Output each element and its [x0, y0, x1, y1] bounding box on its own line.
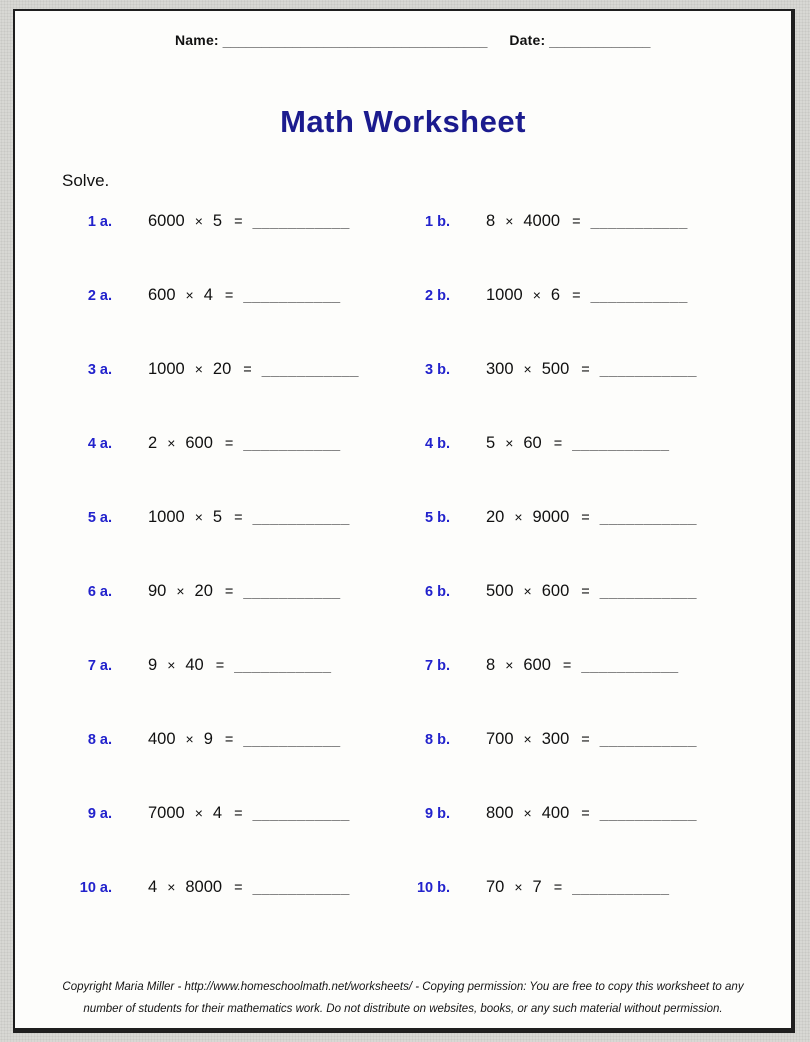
factor-1: 600: [148, 286, 176, 304]
instruction-text: Solve.: [62, 171, 110, 190]
problem-number: 3 b.: [425, 362, 450, 378]
factor-1: 700: [486, 730, 514, 748]
answer-blank: ___________: [252, 509, 350, 526]
factor-2: 9000: [532, 508, 570, 526]
answer-blank: ___________: [234, 657, 332, 674]
equals-sign: =: [234, 880, 243, 896]
problem-expression: [148, 286, 341, 305]
problem-5b: [393, 508, 697, 527]
multiplication-sign: ×: [185, 287, 194, 303]
problem-9b: [393, 804, 697, 823]
problem-expression: [148, 878, 350, 897]
multiplication-sign: ×: [505, 435, 514, 451]
problem-number: 1 b.: [425, 214, 450, 230]
factor-2: 4: [203, 286, 213, 304]
equals-sign: =: [581, 510, 590, 526]
factor-2: 600: [185, 434, 213, 452]
problem-number: 8 b.: [425, 732, 450, 748]
factor-1: 6000: [148, 212, 185, 230]
problem-expression: [148, 360, 359, 379]
factor-1: 400: [148, 730, 176, 748]
factor-2: 500: [541, 360, 570, 378]
footer-line-1: Copyright Maria Miller - http://www.homeschoolmath.net/worksheets/ - Copying permission: You are free to copy this worksheet to any: [62, 981, 744, 993]
problem-number: 3 a.: [87, 362, 112, 378]
problem-7b: [393, 656, 679, 675]
problem-number: 6 b.: [425, 584, 450, 600]
answer-blank: ___________: [252, 805, 350, 822]
equals-sign: =: [224, 732, 234, 748]
date-label: Date:: [509, 32, 546, 48]
problem-number: 4 b.: [425, 436, 450, 452]
problem-row: [15, 286, 791, 360]
factor-2: 40: [185, 656, 204, 674]
problem-expression: [486, 212, 688, 231]
equals-sign: =: [581, 584, 590, 600]
factor-1: 500: [486, 582, 514, 600]
problem-3b: [393, 360, 697, 379]
factor-1: 20: [486, 508, 505, 526]
problem-number: 9 a.: [87, 806, 112, 822]
factor-1: 1000: [486, 286, 523, 304]
factor-2: 600: [523, 656, 551, 674]
equals-sign: =: [243, 362, 252, 378]
factor-2: 20: [194, 582, 213, 600]
problem-expression: [486, 656, 679, 675]
equals-sign: =: [234, 510, 243, 526]
problem-number: 7 a.: [87, 658, 112, 674]
answer-blank: ___________: [252, 879, 350, 896]
factor-1: 90: [148, 582, 167, 600]
equals-sign: =: [234, 806, 243, 822]
factor-1: 8: [486, 212, 496, 230]
answer-blank: ___________: [252, 213, 350, 230]
factor-2: 5: [212, 508, 223, 526]
problem-2a: [55, 286, 341, 305]
equals-sign: =: [224, 436, 234, 452]
answer-blank: ___________: [599, 361, 697, 378]
factor-1: 1000: [148, 508, 185, 526]
factor-2: 9: [203, 730, 213, 748]
problem-row: [15, 804, 791, 878]
multiplication-sign: ×: [514, 879, 523, 895]
factor-2: 7: [532, 878, 542, 896]
problem-3a: [55, 360, 359, 379]
problem-expression: [486, 878, 669, 897]
multiplication-sign: ×: [514, 509, 523, 525]
answer-blank: ___________: [590, 287, 688, 304]
problem-row: [15, 508, 791, 582]
equals-sign: =: [581, 732, 590, 748]
problem-number: 2 b.: [425, 288, 450, 304]
equals-sign: =: [553, 436, 563, 452]
problem-number: 5 b.: [425, 510, 450, 526]
problems-grid: [15, 212, 791, 952]
answer-blank: ___________: [243, 287, 341, 304]
multiplication-sign: ×: [167, 435, 176, 451]
problem-row: [15, 582, 791, 656]
multiplication-sign: ×: [194, 805, 203, 821]
problem-expression: [486, 582, 697, 601]
equals-sign: =: [572, 288, 581, 304]
name-label: Name:: [175, 32, 219, 48]
factor-1: 8: [486, 656, 496, 674]
factor-1: 9: [148, 656, 158, 674]
multiplication-sign: ×: [167, 657, 176, 673]
factor-2: 5: [212, 212, 223, 230]
problem-expression: [148, 212, 350, 231]
problem-8b: [393, 730, 697, 749]
problem-row: [15, 212, 791, 286]
factor-1: 1000: [148, 360, 185, 378]
answer-blank: ___________: [243, 731, 341, 748]
problem-number: 1 a.: [87, 214, 112, 230]
problem-row: [15, 360, 791, 434]
problem-expression: [148, 508, 350, 527]
problem-6b: [393, 582, 697, 601]
problem-10b: [393, 878, 669, 897]
multiplication-sign: ×: [505, 213, 514, 229]
equals-sign: =: [581, 806, 590, 822]
problem-6a: [55, 582, 341, 601]
name-blank-line: __________________________________: [222, 32, 488, 48]
factor-1: 70: [486, 878, 505, 896]
factor-2: 300: [541, 730, 570, 748]
equals-sign: =: [562, 658, 572, 674]
copyright-footer: [15, 976, 791, 1020]
factor-1: 5: [486, 434, 496, 452]
answer-blank: ___________: [599, 583, 697, 600]
multiplication-sign: ×: [194, 509, 203, 525]
multiplication-sign: ×: [194, 361, 203, 377]
problem-expression: [148, 730, 341, 749]
problem-number: 2 a.: [87, 288, 112, 304]
problem-9a: [55, 804, 350, 823]
factor-2: 4000: [523, 212, 561, 230]
answer-blank: ___________: [572, 879, 670, 896]
problem-number: 10 b.: [416, 880, 450, 896]
problem-10a: [55, 878, 350, 897]
equals-sign: =: [553, 880, 563, 896]
problem-1a: [55, 212, 350, 231]
problem-2b: [393, 286, 688, 305]
problem-number: 4 a.: [87, 436, 112, 452]
problem-expression: [486, 286, 688, 305]
problem-8a: [55, 730, 341, 749]
problem-number: 9 b.: [425, 806, 450, 822]
equals-sign: =: [224, 288, 234, 304]
multiplication-sign: ×: [523, 583, 532, 599]
multiplication-sign: ×: [523, 361, 532, 377]
page-title: Math Worksheet: [280, 104, 526, 139]
factor-2: 20: [212, 360, 232, 378]
multiplication-sign: ×: [505, 657, 514, 673]
problem-expression: [486, 508, 697, 527]
multiplication-sign: ×: [185, 731, 194, 747]
worksheet-page: [13, 9, 795, 1033]
factor-1: 300: [486, 360, 514, 378]
equals-sign: =: [234, 214, 243, 230]
problem-row: [15, 730, 791, 804]
problem-7a: [55, 656, 331, 675]
factor-2: 6: [550, 286, 561, 304]
problem-expression: [148, 804, 350, 823]
equals-sign: =: [215, 658, 225, 674]
problem-number: 8 a.: [87, 732, 112, 748]
problem-4b: [393, 434, 669, 453]
equals-sign: =: [224, 584, 234, 600]
factor-2: 8000: [185, 878, 223, 896]
multiplication-sign: ×: [532, 287, 541, 303]
answer-blank: ___________: [572, 435, 670, 452]
problem-expression: [486, 804, 697, 823]
answer-blank: ___________: [599, 805, 697, 822]
problem-number: 6 a.: [87, 584, 112, 600]
problem-row: [15, 878, 791, 952]
problem-expression: [486, 730, 697, 749]
problem-number: 7 b.: [425, 658, 450, 674]
factor-1: 7000: [148, 804, 185, 822]
answer-blank: ___________: [261, 361, 359, 378]
problem-expression: [486, 434, 669, 453]
answer-blank: ___________: [590, 213, 688, 230]
multiplication-sign: ×: [523, 805, 532, 821]
answer-blank: ___________: [243, 583, 341, 600]
date-blank-line: _____________: [549, 32, 651, 48]
answer-blank: ___________: [599, 509, 697, 526]
equals-sign: =: [572, 214, 581, 230]
multiplication-sign: ×: [194, 213, 203, 229]
factor-2: 60: [523, 434, 542, 452]
worksheet-header: [175, 32, 650, 48]
problem-expression: [148, 656, 331, 675]
answer-blank: ___________: [581, 657, 679, 674]
factor-2: 600: [541, 582, 570, 600]
answer-blank: ___________: [243, 435, 341, 452]
factor-1: 2: [148, 434, 158, 452]
answer-blank: ___________: [599, 731, 697, 748]
equals-sign: =: [581, 362, 590, 378]
problem-expression: [486, 360, 697, 379]
factor-1: 800: [486, 804, 514, 822]
factor-2: 4: [212, 804, 223, 822]
problem-row: [15, 434, 791, 508]
factor-1: 4: [148, 878, 158, 896]
problem-expression: [148, 582, 341, 601]
problem-1b: [393, 212, 688, 231]
problem-number: 10 a.: [79, 880, 112, 896]
multiplication-sign: ×: [167, 879, 176, 895]
multiplication-sign: ×: [176, 583, 185, 599]
problem-4a: [55, 434, 341, 453]
factor-2: 400: [541, 804, 570, 822]
problem-5a: [55, 508, 350, 527]
problem-number: 5 a.: [87, 510, 112, 526]
footer-line-2: number of students for their mathematics work. Do not distribute on websites, books, or any such material without permission.: [83, 1003, 723, 1015]
multiplication-sign: ×: [523, 731, 532, 747]
problem-row: [15, 656, 791, 730]
problem-expression: [148, 434, 341, 453]
